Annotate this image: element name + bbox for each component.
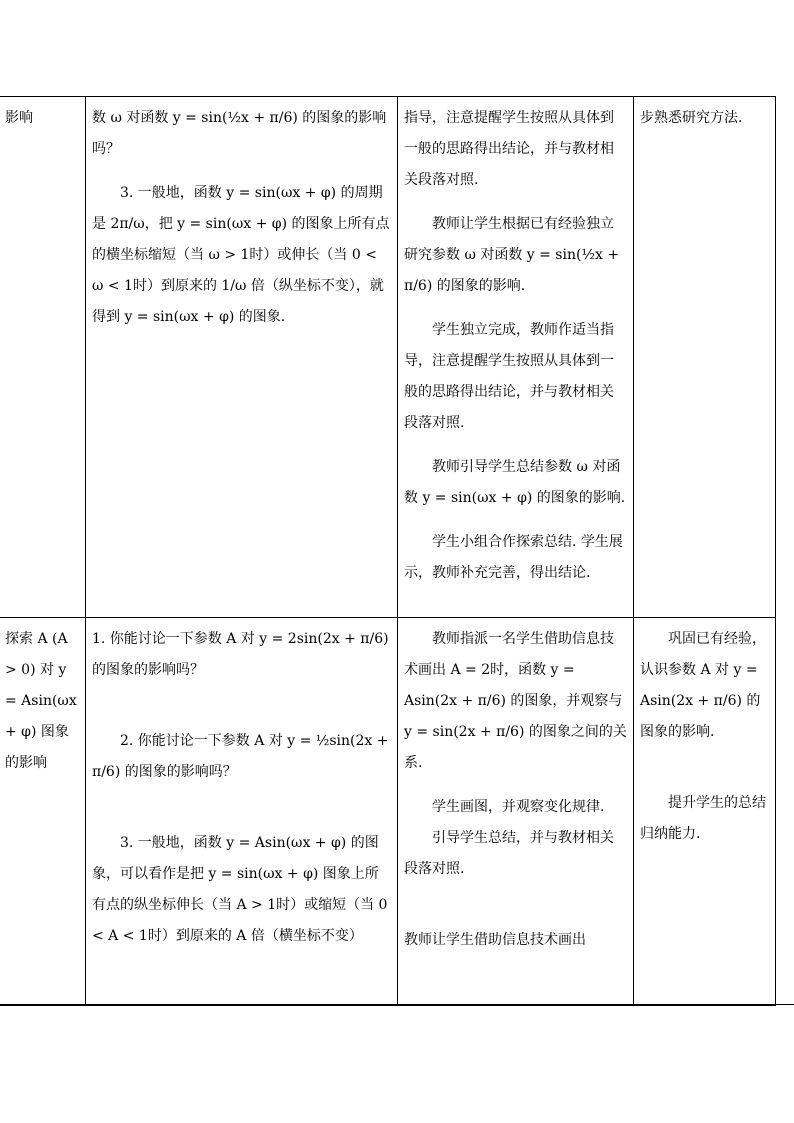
intent-paragraph: 巩固已有经验，认识参数 A 对 y = Asin(2x + π/6) 的图象的影响. (640, 631, 766, 740)
page-rule (0, 1004, 794, 1005)
content-paragraph: 2. 你能讨论一下参数 A 对 y = ½sin(2x + π/6) 的图象的影响吗？ (92, 733, 389, 780)
content-paragraph: 1. 你能讨论一下参数 A 对 y = 2sin(2x + π/6) 的图象的影响吗？ (92, 631, 389, 678)
intent-cell (634, 618, 776, 1006)
table-row (0, 618, 776, 1006)
activity-paragraph: 教师让学生借助信息技术画出 (404, 932, 586, 948)
activity-paragraph: 教师让学生根据已有经验独立研究参数 ω 对函数 y = sin(½x + π/6) 的图象的影响. (404, 216, 620, 294)
content-paragraph: 3. 一般地，函数 y = sin(ωx + φ) 的周期是 2π/ω，把 y = sin(ωx + φ) 的图象上所有点的横坐标缩短（当 ω > 1时）或伸长（当 0 < ω < 1时）到原来的 1/ω 倍（纵坐标不变），就得到 y = sin(ωx + φ) 的图象. (92, 185, 390, 325)
activity-cell (398, 97, 634, 618)
stage-label: 探索 A (A > 0) 对 y = Asin(ωx + φ) 图象的影响 (5, 631, 77, 771)
activity-paragraph: 学生画图，并观察变化规律. (432, 799, 605, 815)
activity-paragraph: 引导学生总结，并与教材相关段落对照. (404, 830, 614, 877)
stage-cell (0, 97, 86, 618)
activity-paragraph: 学生小组合作探索总结. 学生展示，教师补充完善，得出结论. (404, 534, 623, 581)
intent-paragraph: 提升学生的总结归纳能力. (640, 795, 766, 842)
activity-paragraph: 学生独立完成，教师作适当指导，注意提醒学生按照从具体到一般的思路得出结论，并与教材相关段落对照. (404, 322, 614, 431)
intent-paragraph: 步熟悉研究方法. (640, 110, 743, 126)
content-cell (86, 618, 398, 1006)
lesson-plan-table (0, 96, 776, 1006)
stage-cell (0, 618, 86, 1006)
activity-paragraph: 指导，注意提醒学生按照从具体到一般的思路得出结论，并与教材相关段落对照. (404, 110, 614, 188)
content-paragraph: 3. 一般地，函数 y = Asin(ωx + φ) 的图象，可以看作是把 y = sin(ωx + φ) 图象上所有点的纵坐标伸长（当 A > 1时）或缩短（当 0 < A < 1时）到原来的 A 倍（横坐标不变） (92, 835, 388, 944)
stage-label: 影响 (5, 110, 33, 126)
content-cell (86, 97, 398, 618)
activity-cell (398, 618, 634, 1006)
activity-paragraph: 教师引导学生总结参数 ω 对函数 y = sin(ωx + φ) 的图象的影响. (404, 459, 626, 506)
activity-paragraph: 教师指派一名学生借助信息技术画出 A = 2时，函数 y = Asin(2x + π/6) 的图象，并观察与 y = sin(2x + π/6) 的图象之间的关系. (404, 631, 627, 771)
content-paragraph: 数 ω 对函数 y = sin(½x + π/6) 的图象的影响吗？ (92, 110, 387, 157)
intent-cell (634, 97, 776, 618)
table-row (0, 97, 776, 618)
